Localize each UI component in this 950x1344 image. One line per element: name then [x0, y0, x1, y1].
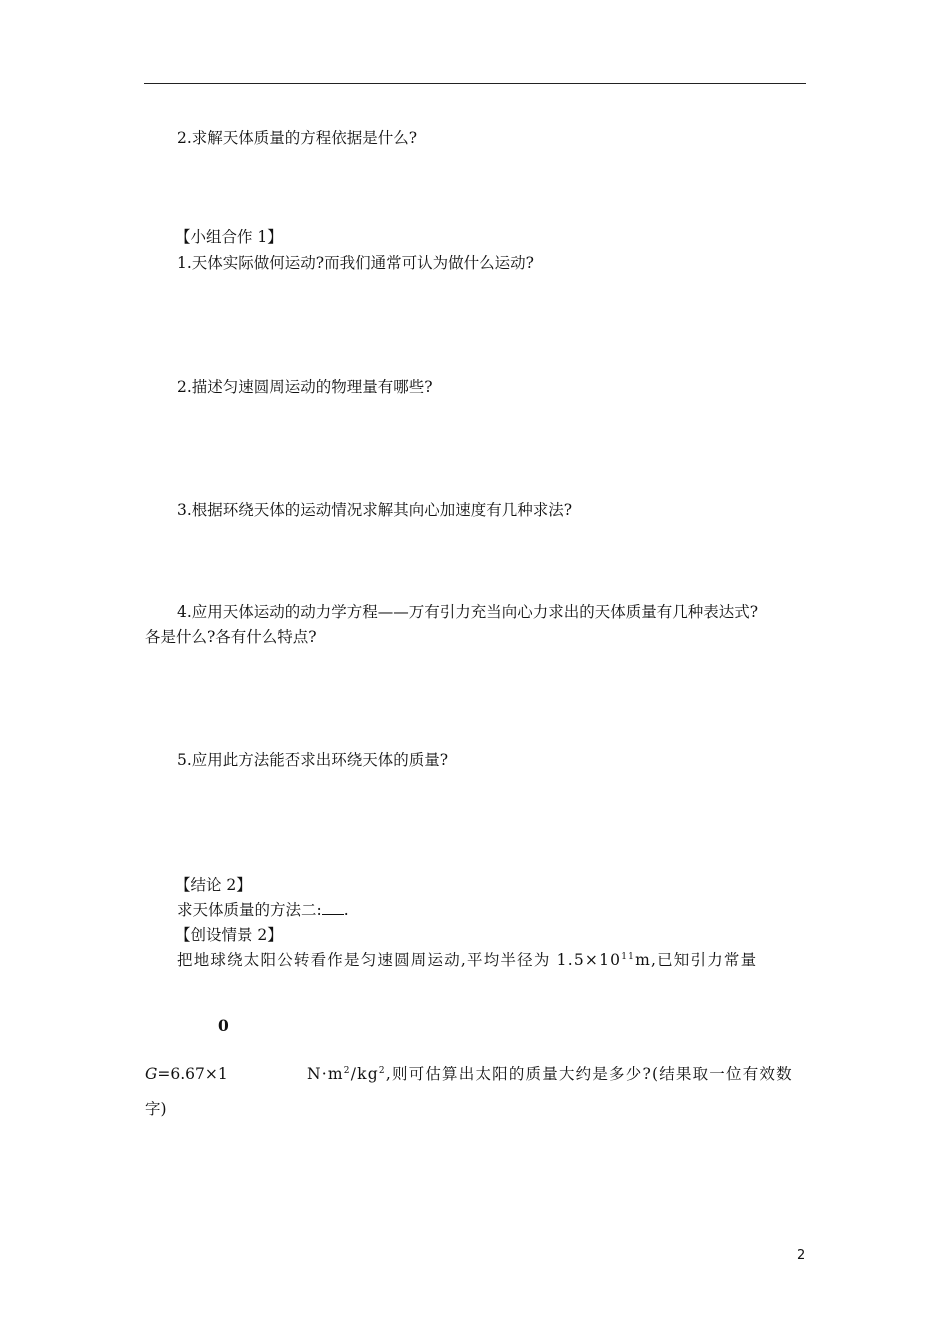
conclusion-period: .: [343, 901, 349, 919]
header-rule: [144, 83, 806, 84]
stray-exponent-zero: 0: [218, 1016, 229, 1035]
scenario-text-a: 把地球绕太阳公转看作是匀速圆周运动,平均半径为 1.5×10: [177, 951, 622, 969]
units-c: ,则可估算出太阳的质量大约是多少?(结果取一位有效数: [385, 1065, 793, 1083]
answer-blank: [322, 900, 344, 915]
scenario-line-3: 字): [145, 1100, 167, 1118]
units-exp-1: 2: [343, 1065, 351, 1076]
group-question-3: 3.根据环绕天体的运动情况求解其向心加速度有几种求法?: [177, 501, 573, 519]
group-question-4-line-1: 4.应用天体运动的动力学方程——万有引力充当向心力求出的天体质量有几种表达式?: [177, 603, 759, 621]
group-question-4-line-2: 各是什么?各有什么特点?: [145, 628, 317, 646]
units-a: N·m: [307, 1065, 344, 1083]
conclusion-text: [177, 900, 349, 920]
units-b: /kg: [350, 1065, 379, 1083]
units-exp-2: 2: [378, 1065, 386, 1076]
group-cooperation-heading: 【小组合作 1】: [175, 228, 283, 246]
g-value: =6.67×1: [157, 1065, 228, 1083]
group-question-1: 1.天体实际做何运动?而我们通常可认为做什么运动?: [177, 254, 534, 272]
page-number: 2: [797, 1248, 806, 1263]
gravitational-constant: [145, 1064, 228, 1084]
group-question-2: 2.描述匀速圆周运动的物理量有哪些?: [177, 378, 433, 396]
g-symbol: G: [145, 1065, 158, 1083]
scenario-line-2: [307, 1064, 793, 1084]
scenario-heading: 【创设情景 2】: [175, 926, 283, 944]
conclusion-label: 求天体质量的方法二:: [177, 901, 322, 919]
conclusion-heading: 【结论 2】: [175, 876, 252, 894]
group-question-5: 5.应用此方法能否求出环绕天体的质量?: [177, 751, 449, 769]
scenario-text-b: m,已知引力常量: [635, 951, 758, 969]
scenario-line-1: [177, 950, 757, 970]
radius-exponent: 11: [621, 951, 636, 962]
question-2-equation-basis: 2.求解天体质量的方程依据是什么?: [177, 129, 418, 147]
